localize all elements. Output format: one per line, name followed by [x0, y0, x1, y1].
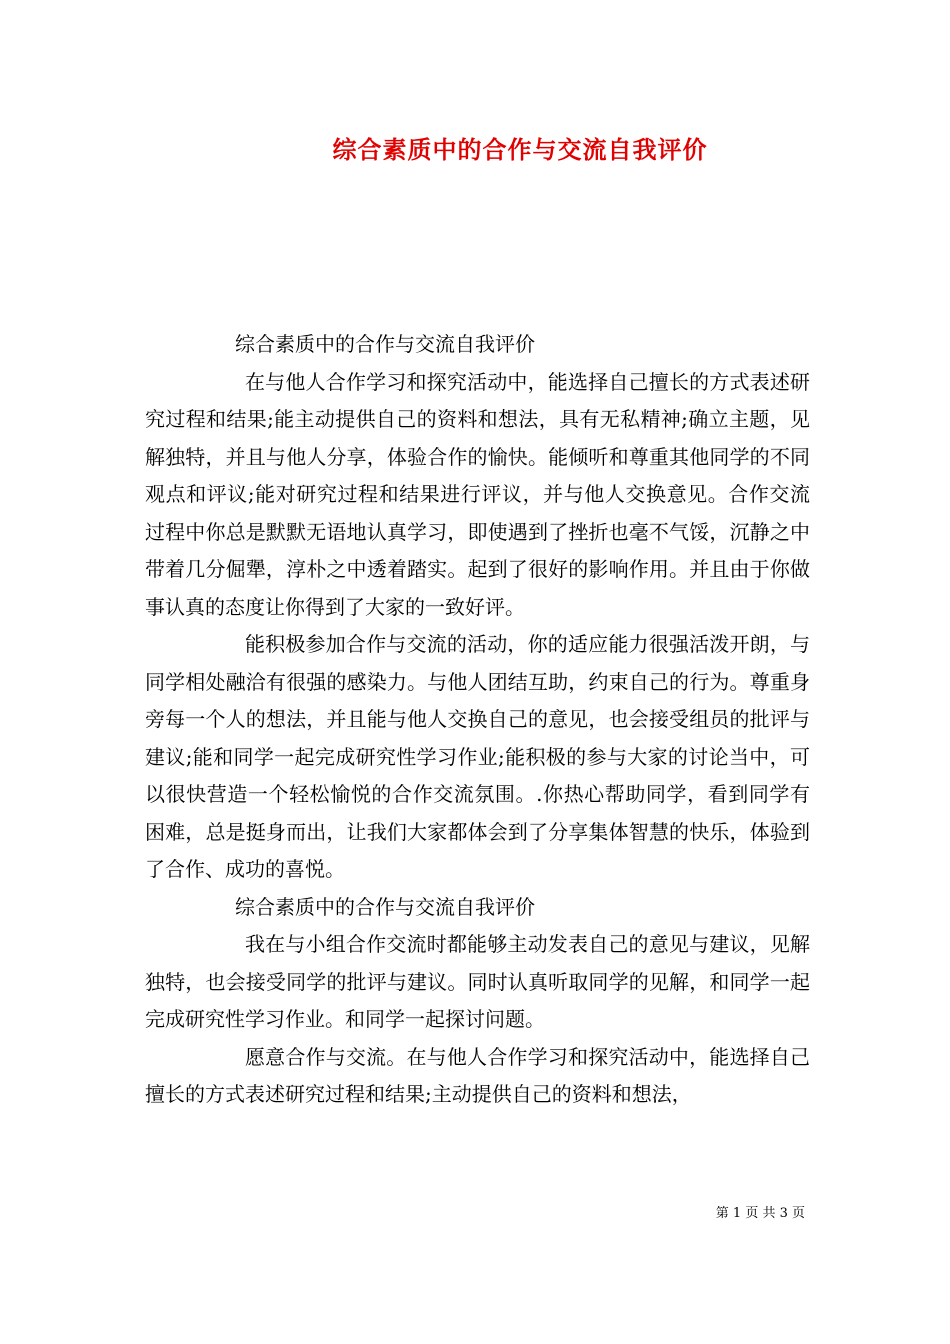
- page-number-footer: 第 1 页 共 3 页: [715, 1206, 805, 1221]
- document-body: [145, 326, 810, 1114]
- section-heading-2: 综合素质中的合作与交流自我评价: [235, 894, 535, 919]
- paragraph-4: 愿意合作与交流。在与他人合作学习和探究活动中，能选择自己擅长的方式表述研究过程和结果;主动提供自己的资料和想法，: [145, 1044, 810, 1106]
- paragraph-2: 能积极参加合作与交流的活动，你的适应能力很强活泼开朗，与同学相处融洽有很强的感染力。与他人团结互助，约束自己的行为。尊重身旁每一个人的想法，并且能与他人交换自己的意见，也会接受组员的批评与建议;能和同学一起完成研究性学习作业;能积极的参与大家的讨论当中，可以很快营造一个轻松愉悦的合作交流氛围。.你热心帮助同学，看到同学有困难，总是挺身而出，让我们大家都体会到了分享集体智慧的快乐，体验到了合作、成功的喜悦。: [145, 632, 810, 881]
- document-title: 综合素质中的合作与交流自我评价: [332, 135, 708, 164]
- paragraph-3: 我在与小组合作交流时都能够主动发表自己的意见与建议，见解独特，也会接受同学的批评与建议。同时认真听取同学的见解，和同学一起完成研究性学习作业。和同学一起探讨问题。: [145, 932, 810, 1031]
- section-heading-1: 综合素质中的合作与交流自我评价: [235, 332, 535, 356]
- paragraph-1: 在与他人合作学习和探究活动中，能选择自己擅长的方式表述研究过程和结果;能主动提供自己的资料和想法，具有无私精神;确立主题，见解独特，并且与他人分享，体验合作的愉快。能倾听和尊重其他同学的不同观点和评议;能对研究过程和结果进行评议，并与他人交换意见。合作交流过程中你总是默默无语地认真学习，即使遇到了挫折也毫不气馁，沉静之中带着几分倔犟，淳朴之中透着踏实。起到了很好的影响作用。并且由于你做事认真的态度让你得到了大家的一致好评。: [145, 369, 810, 619]
